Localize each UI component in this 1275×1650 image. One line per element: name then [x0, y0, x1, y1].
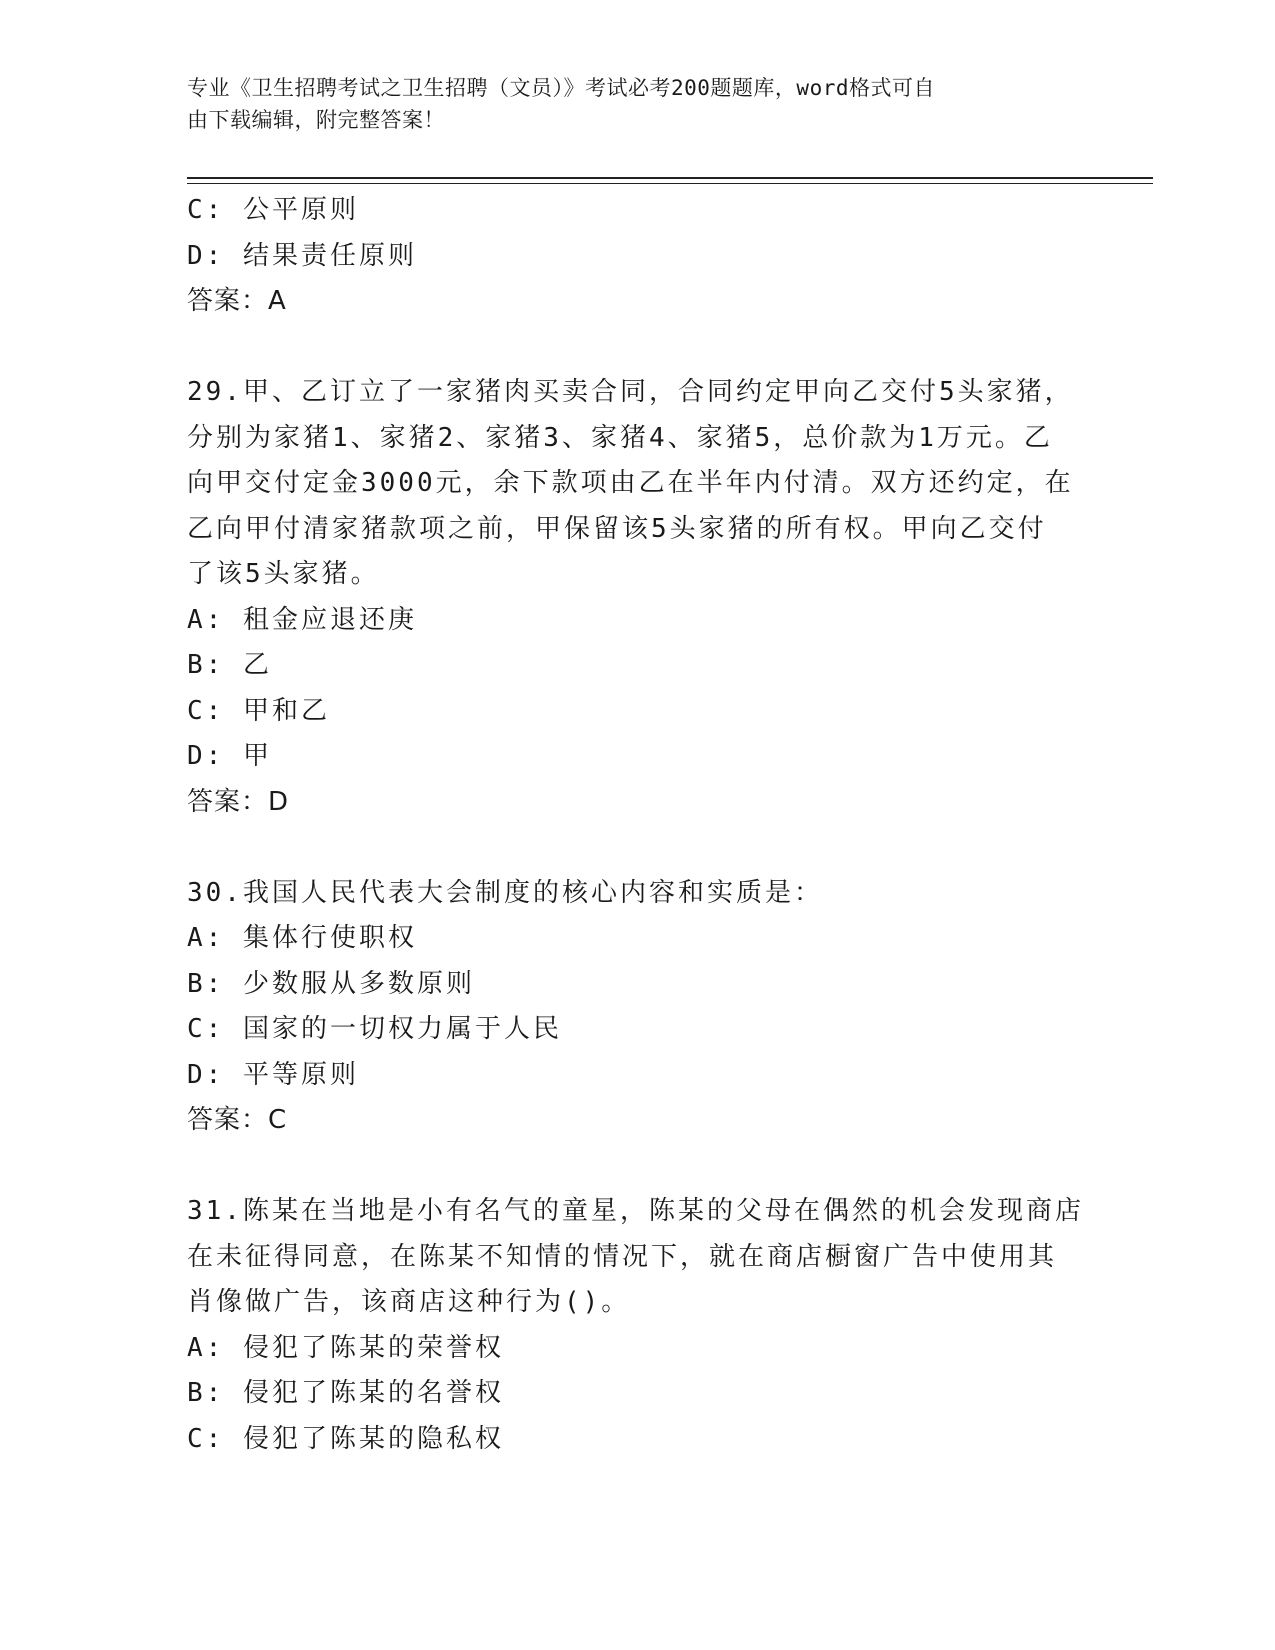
- option-a: A: 侵犯了陈某的荣誉权: [187, 1332, 504, 1363]
- option-c: C: 公平原则: [187, 195, 359, 225]
- question-30: [187, 871, 1087, 1144]
- answer: 答案：C: [187, 1105, 288, 1135]
- question-29: [187, 370, 1087, 825]
- option-c: C: 侵犯了陈某的隐私权: [187, 1423, 504, 1454]
- option-a: A: 租金应退还庚: [187, 604, 417, 635]
- question-28-tail: [187, 188, 1087, 325]
- question-text-line: 在未征得同意，在陈某不知情的情况下，就在商店橱窗广告中使用其: [187, 1241, 1058, 1272]
- header-line-2: 由下载编辑，附完整答案！: [187, 108, 445, 132]
- question-text-line: 乙向甲付清家猪款项之前，甲保留该5头家猪的所有权。甲向乙交付: [187, 513, 1047, 544]
- question-list: [187, 188, 1087, 1462]
- header-divider-thin: [187, 183, 1153, 184]
- option-d: D: 甲: [187, 741, 272, 771]
- question-text-line: 向甲交付定金3000元，余下款项由乙在半年内付清。双方还约定，在: [187, 468, 1074, 498]
- option-b: B: 乙: [187, 650, 272, 680]
- question-text-line: 分别为家猪1、家猪2、家猪3、家猪4、家猪5，总价款为1万元。乙: [187, 422, 1053, 453]
- option-b: B: 少数服从多数原则: [187, 968, 475, 999]
- header-line-1: 专业《卫生招聘考试之卫生招聘（文员）》考试必考200题题库，word格式可自: [187, 76, 935, 100]
- header-divider-thick: [187, 177, 1153, 179]
- question-text-line: 30.我国人民代表大会制度的核心内容和实质是：: [187, 877, 823, 908]
- option-b: B: 侵犯了陈某的名誉权: [187, 1378, 504, 1408]
- option-c: C: 甲和乙: [187, 695, 330, 726]
- question-text-line: 肖像做广告，该商店这种行为()。: [187, 1287, 631, 1317]
- option-d: D: 结果责任原则: [187, 240, 417, 271]
- option-d: D: 平等原则: [187, 1059, 359, 1090]
- option-a: A: 集体行使职权: [187, 923, 417, 953]
- option-c: C: 国家的一切权力属于人民: [187, 1014, 562, 1044]
- document-header: [187, 72, 1067, 136]
- question-text-line: 31.陈某在当地是小有名气的童星，陈某的父母在偶然的机会发现商店: [187, 1196, 1084, 1226]
- question-31: [187, 1189, 1087, 1462]
- question-text-line: 了该5头家猪。: [187, 559, 380, 589]
- question-text-line: 29.甲、乙订立了一家猪肉买卖合同，合同约定甲向乙交付5头家猪，: [187, 377, 1074, 407]
- answer: 答案：D: [187, 786, 290, 817]
- answer: 答案：A: [187, 286, 287, 316]
